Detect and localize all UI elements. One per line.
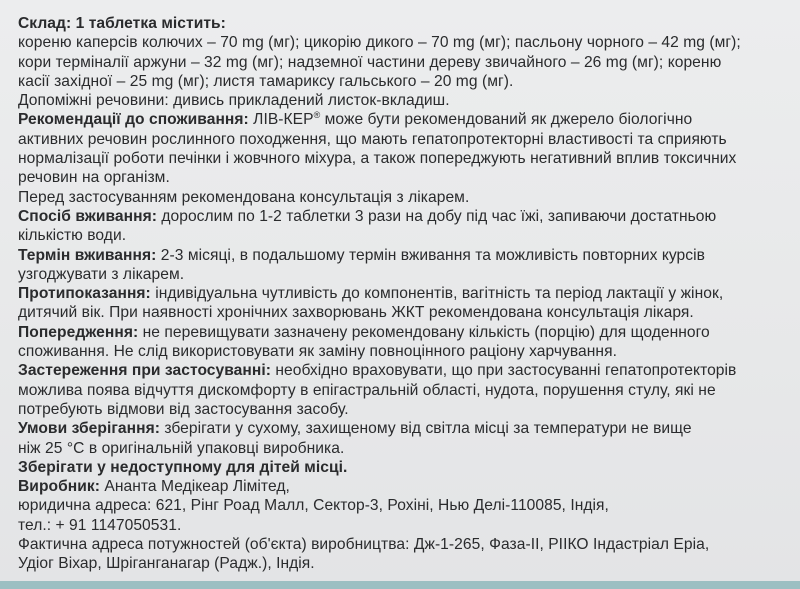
term-label: Термін вживання:: [18, 246, 157, 264]
precautions-text: необхідно враховувати, що при застосуванні гепатопротекторів: [270, 362, 737, 380]
storage-line: [18, 419, 790, 438]
recommendations-line: Перед застосуванням рекомендована консультація з лікарем.: [18, 188, 470, 206]
manufacturer-name: Ананта Медікеар Лімітед,: [99, 478, 290, 496]
storage-label: Умови зберігання:: [18, 420, 160, 438]
precautions-label: Застереження при застосуванні:: [18, 362, 271, 380]
warning-line: [18, 323, 790, 342]
composition-line: кореню каперсів колючих – 70 mg (мг); цикорію дикого – 70 mg (мг); пасльону чорного – 42 mg (мг);: [18, 34, 741, 52]
production-address: Фактична адреса потужностей (об'єкта) виробництва: Дж-1-265, Фаза-II, РІІКО Індастріал Еріа,: [18, 536, 710, 554]
recommendations-line: речовин на організм.: [18, 169, 170, 187]
precautions-line: можлива поява відчуття дискомфорту в епігастральній області, нудота, порушення стулу, які не: [18, 381, 716, 399]
manufacturer-label: Виробник:: [18, 478, 100, 496]
recommendations-label: Рекомендації до споживання:: [18, 111, 249, 129]
composition-heading: Склад: 1 таблетка містить:: [18, 15, 226, 32]
warning-line: споживання. Не слід використовувати як заміну повноцінного раціону харчування.: [18, 343, 617, 361]
recommendations-text: може бути рекомендований як джерело біологічно: [320, 111, 693, 129]
composition-line: кори терміналії аржуни – 32 mg (мг); надземної частини дереву звичайного – 26 mg (мг); кореню: [18, 53, 722, 71]
usage-text: дорослим по 1-2 таблетки 3 рази на добу під час їжі, запиваючи достатньою: [156, 207, 717, 225]
storage-text: зберігати у сухому, захищеному від світла місці за температури не вище: [159, 420, 692, 438]
production-address: Удіог Віхар, Шріганганагар (Радж.), Індія.: [18, 555, 315, 573]
usage-label: Спосіб вживання:: [18, 207, 157, 225]
composition-line: касії західної – 25 mg (мг); листя тамариксу гальського – 20 mg (мг).: [18, 72, 514, 90]
term-text: 2-3 місяці, в подальшому термін вживання та можливість повторних курсів: [156, 246, 705, 264]
contraindications-text: індивідуальна чутливість до компонентів, вагітність та період лактації у жінок,: [150, 285, 724, 303]
term-line: [18, 246, 790, 265]
package-edge-stripe: [0, 581, 800, 589]
manufacturer-line: [18, 477, 790, 496]
contraindications-line: [18, 284, 790, 303]
keep-away-notice: Зберігати у недоступному для дітей місці.: [18, 458, 348, 476]
contraindications-label: Протипоказання:: [18, 285, 151, 303]
recommendations-line: нормалізації роботи печінки і жовчного міхура, а також попереджують негативний вплив токсичних: [18, 150, 737, 168]
brand-name: ЛІВ-КЕР: [253, 111, 314, 129]
excipients-line: Допоміжні речовини: дивись прикладений листок-вкладиш.: [18, 92, 450, 110]
usage-line: кількістю води.: [18, 227, 127, 245]
recommendations-line: [18, 110, 790, 129]
legal-address: юридична адреса: 621, Рінг Роад Малл, Сектор-3, Рохіні, Нью Делі-110085, Індія,: [18, 497, 609, 515]
warning-text: не перевищувати зазначену рекомендовану кількість (порцію) для щоденного: [138, 323, 710, 341]
precautions-line: [18, 361, 790, 380]
usage-line: [18, 207, 790, 226]
registered-mark: ®: [313, 110, 321, 121]
term-line: узгоджувати з лікарем.: [18, 265, 185, 283]
warning-label: Попередження:: [18, 323, 139, 341]
storage-line: ніж 25 °С в оригінальній упаковці виробника.: [18, 439, 345, 457]
recommendations-line: активних речовин рослинного походження, що мають гепатопротекторні властивості та сприяють: [18, 130, 727, 148]
phone-number: тел.: + 91 1147050531.: [18, 516, 182, 534]
contraindications-line: дитячий вік. При наявності хронічних захворювань ЖКТ рекомендована консультація лікаря.: [18, 304, 694, 322]
precautions-line: потребують відмови від застосування засобу.: [18, 400, 349, 418]
